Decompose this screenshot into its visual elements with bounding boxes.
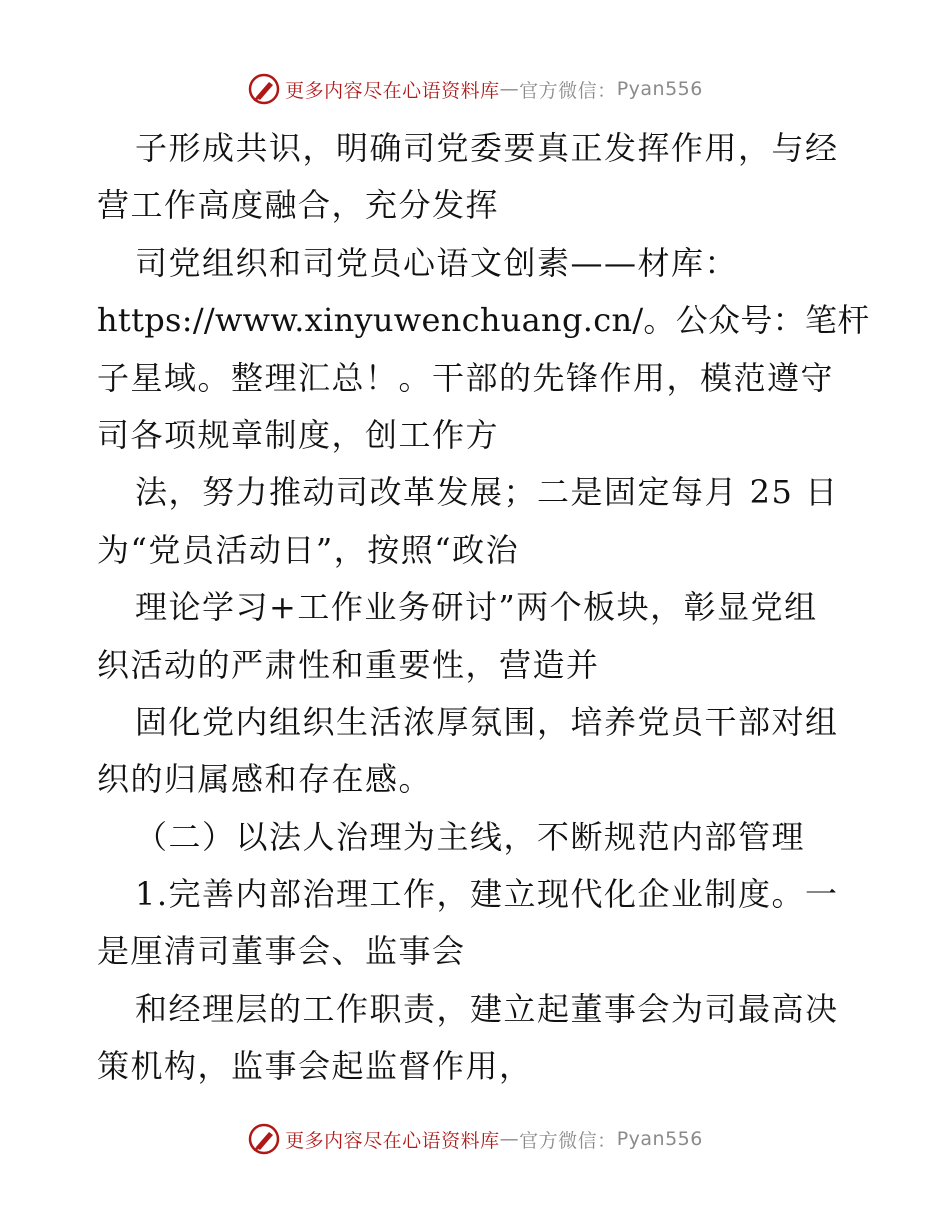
text-line: 固化党内组织生活浓厚氛围，培养党员干部对组 [135,702,839,741]
text-line: 司各项规章制度，创工作方 [97,415,500,454]
watermark-brand-text: 更多内容尽在心语资料库 [285,79,500,102]
pen-logo-icon [247,72,281,106]
text-line: 织的归属感和存在感。 [97,760,433,799]
text-line: 和经理层的工作职责，建立起董事会为司最高决 [135,989,839,1028]
header-watermark [0,72,950,106]
footer-watermark [0,1122,950,1156]
watermark-wechat-label: 官方微信： [519,79,617,102]
watermark-wechat-label: 官方微信： [519,1129,617,1152]
pen-logo-icon [247,1122,281,1156]
watermark-separator: — [499,78,520,100]
text-line: 1.完善内部治理工作，建立现代化企业制度。一 [135,875,839,914]
text-line: 子星域。整理汇总！。干部的先锋作用，模范遵守 [97,358,835,397]
text-line: 法，努力推动司改革发展；二是固定每月 25 日 [135,473,839,512]
section-heading: （二）以法人治理为主线，不断规范内部管理 [135,817,806,856]
watermark-wechat-id: Pyan556 [616,78,703,100]
document-body [97,120,870,1096]
text-line: 是厘清司董事会、监事会 [97,932,466,971]
text-line: 织活动的严肃性和重要性，营造并 [97,645,600,684]
watermark-brand-text: 更多内容尽在心语资料库 [285,1129,500,1152]
watermark-separator: — [499,1128,520,1150]
text-line: https://www.xinyuwenchuang.cn/。公众号：笔杆 [97,301,870,340]
text-line: 营工作高度融合，充分发挥 [97,186,500,225]
text-line: 子形成共识，明确司党委要真正发挥作用，与经 [135,129,839,167]
text-line: 策机构，监事会起监督作用， [97,1047,533,1086]
text-line: 司党组织和司党员心语文创素——材库： [135,243,739,282]
text-line: 为“党员活动日”，按照“政治 [97,530,520,569]
text-line: 理论学习+工作业务研讨”两个板块，彰显党组 [135,588,818,627]
watermark-wechat-id: Pyan556 [616,1128,703,1150]
